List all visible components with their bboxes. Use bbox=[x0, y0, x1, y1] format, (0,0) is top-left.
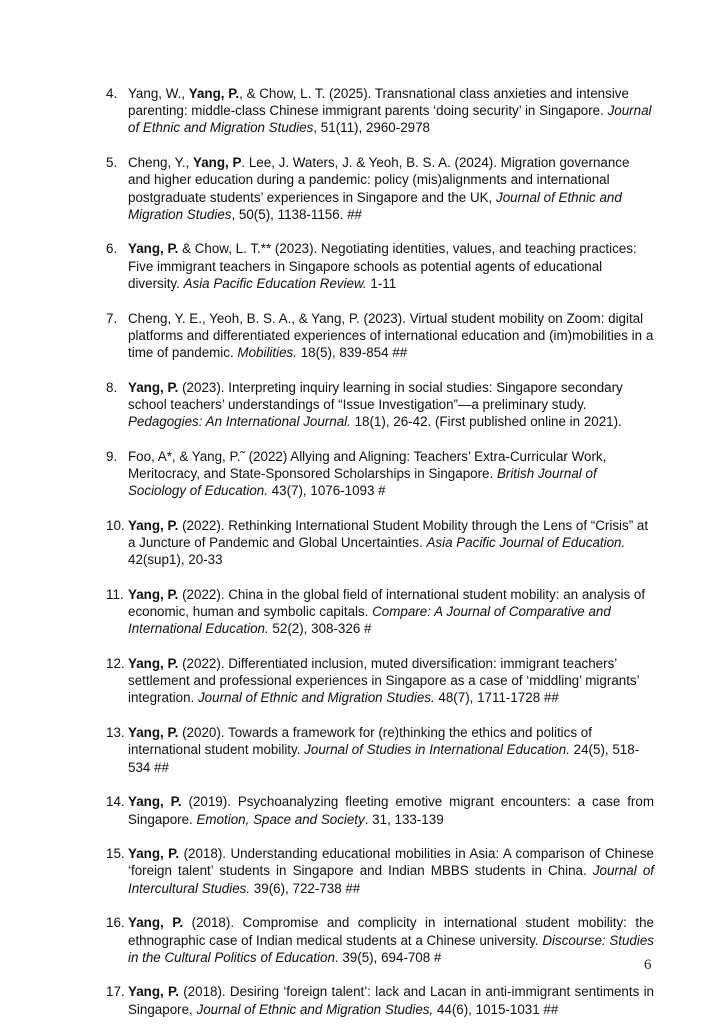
publication-item bbox=[106, 586, 654, 638]
publication-item bbox=[106, 793, 654, 827]
citation-text bbox=[128, 448, 654, 500]
publication-item bbox=[106, 517, 654, 569]
journal-title: Journal of Intercultural Studies. bbox=[128, 863, 654, 896]
item-number: 12. bbox=[106, 656, 125, 672]
citation-text bbox=[128, 310, 654, 362]
author-highlight: Yang, P. bbox=[128, 846, 180, 862]
item-number: 13. bbox=[106, 725, 125, 741]
page-number: 6 bbox=[644, 957, 652, 973]
publication-item bbox=[106, 724, 654, 776]
item-number: 8. bbox=[106, 379, 118, 395]
author-highlight: Yang, P. bbox=[188, 86, 240, 101]
publication-item bbox=[106, 240, 654, 292]
citation-segment: & Chow, L. T.** (2023). Negotiating identities, values, and teaching practices: Five immigrant teachers in Singapore schools as potential agents of educational diversity. bbox=[128, 241, 637, 291]
journal-title: Asia Pacific Education Review. bbox=[183, 275, 367, 291]
author-highlight: Yang, P. bbox=[128, 241, 179, 257]
citation-segment: (2020). Towards a framework for (re)thinking the ethics and politics of international student mobility. bbox=[128, 725, 592, 758]
item-number: 4. bbox=[106, 86, 118, 101]
citation-segment: (2018). Understanding educational mobilities in Asia: A comparison of Chinese ‘foreign talent’ students in Singapore and Indian MBBS students in China. bbox=[128, 846, 654, 879]
citation-segment: , & Chow, L. T. (2025). Transnational class anxieties and intensive parenting: middle-class Chinese immigrant parents ‘doing security’ in Singapore. bbox=[128, 86, 629, 119]
citation-text bbox=[128, 983, 654, 1017]
citation-segment: (2018). Desiring ‘foreign talent’: lack and Lacan in anti-immigrant sentiments in Singapore, bbox=[128, 984, 654, 1017]
publication-item bbox=[106, 655, 654, 707]
citation-segment: 18(5), 839-854 ## bbox=[296, 344, 408, 360]
citation-text bbox=[128, 240, 654, 292]
item-number: 6. bbox=[106, 241, 118, 257]
author-highlight: Yang, P. bbox=[128, 517, 179, 533]
citation-segment: (2022). Differentiated inclusion, muted diversification: immigrant teachers’ settlement and professional experiences in Singapore as a case of ‘middling’ migrants’ integration. bbox=[128, 656, 640, 706]
journal-title: Emotion, Space and Society bbox=[196, 811, 365, 827]
citation-segment: , 50(5), 1138-1156. ## bbox=[231, 206, 362, 222]
citation-segment: 42(sup1), 20-33 bbox=[128, 552, 223, 568]
journal-title: Mobilities. bbox=[237, 344, 297, 360]
author-highlight: Yang, P bbox=[193, 155, 242, 171]
publication-item bbox=[106, 914, 654, 966]
journal-title: Journal of Ethnic and Migration Studies, bbox=[196, 1001, 434, 1017]
publication-item bbox=[106, 85, 654, 137]
citation-text bbox=[128, 914, 654, 966]
citation-segment: Yang, W., bbox=[128, 86, 189, 101]
citation-text bbox=[128, 793, 654, 827]
citation-segment: 43(7), 1076-1093 # bbox=[267, 483, 386, 499]
citation-text bbox=[128, 85, 654, 137]
citation-text bbox=[128, 154, 654, 223]
journal-title: Pedagogies: An International Journal. bbox=[128, 414, 351, 430]
journal-title: Journal of Studies in International Education. bbox=[304, 742, 570, 758]
item-number: 16. bbox=[106, 915, 125, 931]
journal-title: Compare: A Journal of Comparative and International Education. bbox=[128, 604, 611, 637]
publication-item bbox=[106, 448, 654, 500]
journal-title: Discourse: Studies in the Cultural Politics of Education bbox=[128, 932, 654, 965]
author-highlight: Yang, P. bbox=[128, 725, 179, 741]
citation-segment: Cheng, Y. E., Yeoh, B. S. A., & Yang, P. (2023). Virtual student mobility on Zoom: digital platforms and differentiated experiences of international education and (im)mobilities in a time of pandemic. bbox=[128, 310, 654, 360]
citation-segment: 24(5), 518-534 ## bbox=[128, 742, 640, 775]
citation-segment: . Lee, J. Waters, J. & Yeoh, B. S. A. (2024). Migration governance and higher education during a pandemic: policy (mis)alignments and international postgraduate students’ experiences in Singapore and the UK, bbox=[128, 155, 630, 205]
citation-segment: . 31, 133-139 bbox=[364, 811, 444, 827]
citation-segment: (2023). Interpreting inquiry learning in social studies: Singapore secondary school teachers’ understandings of “Issue Investigation”—a preliminary study. bbox=[128, 379, 623, 412]
citation-segment: 39(6), 722-738 ## bbox=[250, 880, 361, 896]
author-highlight: Yang, P. bbox=[128, 915, 184, 931]
journal-title: Journal of Ethnic and Migration Studies. bbox=[197, 690, 435, 706]
author-highlight: Yang, P. bbox=[128, 586, 179, 602]
citation-segment: (2022). China in the global field of international student mobility: an analysis of economic, human and symbolic capitals. bbox=[128, 586, 646, 620]
author-highlight: Yang, P. bbox=[128, 794, 182, 810]
publication-list bbox=[106, 85, 654, 1035]
publication-item bbox=[106, 310, 654, 362]
citation-text bbox=[128, 586, 654, 638]
publication-item bbox=[106, 379, 654, 431]
citation-segment: , 51(11), 2960-2978 bbox=[313, 120, 430, 136]
item-number: 14. bbox=[106, 794, 125, 810]
item-number: 9. bbox=[106, 448, 118, 464]
citation-text bbox=[128, 845, 654, 897]
journal-title: Journal of Ethnic and Migration Studies bbox=[128, 189, 622, 222]
publication-item bbox=[106, 983, 654, 1017]
citation-text bbox=[128, 655, 654, 707]
citation-text bbox=[128, 724, 654, 776]
citation-segment: Cheng, Y., bbox=[128, 155, 194, 171]
citation-segment: (2022). Rethinking International Student Mobility through the Lens of “Crisis” at a Juncture of Pandemic and Global Uncertainties. bbox=[128, 517, 649, 551]
item-number: 11. bbox=[106, 586, 124, 602]
publication-item bbox=[106, 154, 654, 223]
citation-segment: (2019). Psychoanalyzing fleeting emotive migrant encounters: a case from Singapore. bbox=[128, 794, 654, 827]
item-number: 7. bbox=[106, 310, 118, 326]
citation-segment: 18(1), 26-42. (First published online in 2021). bbox=[350, 414, 622, 430]
item-number: 5. bbox=[106, 155, 118, 171]
citation-segment: . 39(5), 694-708 # bbox=[334, 949, 442, 965]
publication-item bbox=[106, 845, 654, 897]
citation-segment: 1-11 bbox=[366, 275, 397, 291]
citation-segment: 48(7), 1711-1728 ## bbox=[434, 690, 559, 706]
citation-segment: 44(6), 1015-1031 ## bbox=[433, 1001, 559, 1017]
item-number: 17. bbox=[106, 984, 125, 1000]
author-highlight: Yang, P. bbox=[128, 984, 179, 1000]
citation-text bbox=[128, 379, 654, 431]
author-highlight: Yang, P. bbox=[128, 379, 179, 395]
citation-segment: (2018). Compromise and complicity in international student mobility: the ethnographic case of Indian medical students at a Chinese university. bbox=[128, 915, 654, 948]
author-highlight: Yang, P. bbox=[128, 656, 179, 672]
item-number: 10. bbox=[106, 517, 125, 533]
citation-segment: 52(2), 308-326 # bbox=[268, 621, 372, 637]
journal-title: Asia Pacific Journal of Education. bbox=[426, 535, 626, 551]
item-number: 15. bbox=[106, 846, 125, 862]
citation-text bbox=[128, 517, 654, 569]
citation-segment: Foo, A*, & Yang, P.˜ (2022) Allying and Aligning: Teachers’ Extra-Curricular Work, Meritocracy, and State-Sponsored Scholarships in Singapore. bbox=[128, 448, 607, 481]
journal-title: British Journal of Sociology of Education. bbox=[128, 465, 597, 499]
journal-title: Journal of Ethnic and Migration Studies bbox=[128, 103, 652, 136]
